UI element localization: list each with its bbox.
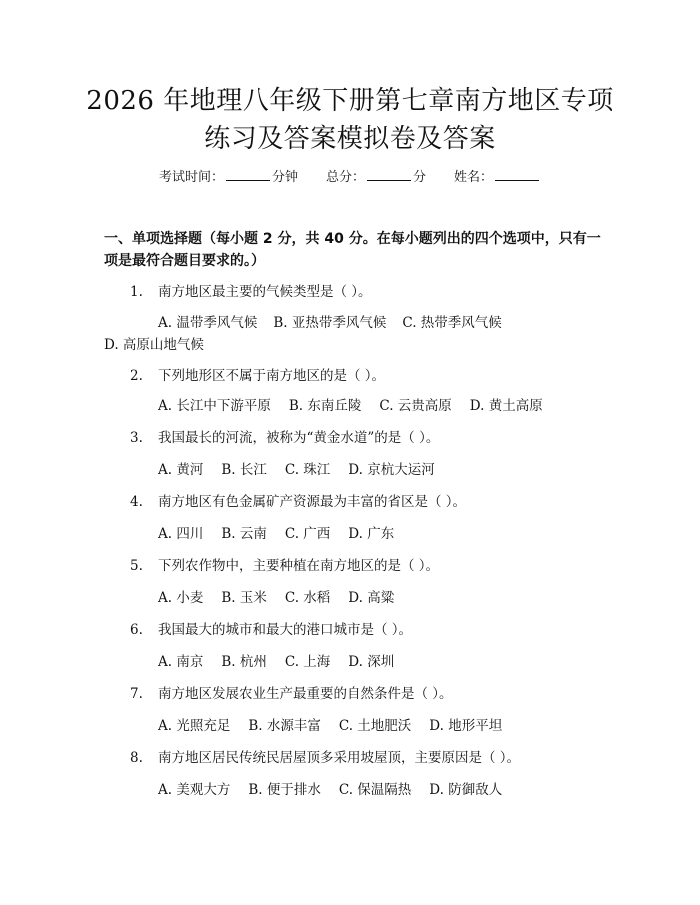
exam-time-label: 考试时间： — [158, 170, 224, 185]
option-c: C. 土地肥沃 — [338, 718, 412, 734]
option-c: C. 热带季风气候 — [402, 315, 502, 331]
option-c: C. 上海 — [284, 654, 331, 670]
option-a: A. 光照充足 — [158, 718, 231, 734]
total-score-blank — [367, 168, 411, 181]
option-d: D. 深圳 — [348, 654, 395, 670]
total-score-unit: 分 — [413, 170, 427, 185]
option-d: D. 广东 — [348, 526, 395, 542]
option-c: C. 水稻 — [284, 590, 331, 606]
question-2-options — [158, 396, 561, 416]
question-5-options — [158, 588, 412, 608]
option-b: B. 长江 — [221, 462, 267, 478]
question-number: 7. — [130, 686, 143, 702]
option-d: D. 高原山地气候 — [104, 337, 204, 353]
question-text: 下列地形区不属于南方地区的是（ ）。 — [158, 368, 386, 384]
question-5 — [130, 556, 439, 576]
option-d: D. 防御敌人 — [429, 782, 503, 798]
option-a: A. 温带季风气候 — [158, 315, 258, 331]
option-c: C. 珠江 — [284, 462, 331, 478]
question-1-options — [104, 312, 594, 356]
option-d: D. 黄土高原 — [469, 398, 543, 414]
question-1 — [130, 282, 372, 302]
question-text: 我国最长的河流，被称为“黄金水道”的是（ ）。 — [158, 430, 440, 446]
question-6 — [130, 620, 412, 640]
option-a: A. 黄河 — [158, 462, 204, 478]
question-number: 3. — [130, 430, 143, 446]
option-c: C. 保温隔热 — [338, 782, 412, 798]
document-title-line2: 练习及答案模拟卷及答案 — [204, 124, 496, 154]
option-b: B. 水源丰富 — [248, 718, 321, 734]
student-name-blank — [495, 168, 539, 181]
total-score-label: 总分： — [325, 170, 365, 185]
option-d: D. 高粱 — [348, 590, 395, 606]
question-6-options — [158, 652, 412, 672]
exam-time-unit: 分钟 — [271, 170, 298, 185]
question-number: 5. — [130, 558, 143, 574]
question-3-options — [158, 460, 453, 480]
question-7-options — [158, 716, 520, 736]
option-a: A. 长江中下游平原 — [158, 398, 271, 414]
option-b: B. 东南丘陵 — [288, 398, 362, 414]
question-8 — [130, 748, 520, 768]
option-b: B. 亚热带季风气候 — [273, 315, 387, 331]
option-d: D. 地形平坦 — [429, 718, 503, 734]
question-text: 下列农作物中，主要种植在南方地区的是（ ）。 — [158, 558, 440, 574]
question-text: 南方地区居民传统民居屋顶多采用坡屋顶，主要原因是（ ）。 — [158, 750, 521, 766]
option-b: B. 便于排水 — [248, 782, 321, 798]
option-b: B. 玉米 — [221, 590, 267, 606]
question-text: 南方地区最主要的气候类型是（ ）。 — [158, 284, 372, 300]
question-text: 南方地区有色金属矿产资源最为丰富的省区是（ ）。 — [158, 494, 467, 510]
question-3 — [130, 428, 439, 448]
option-a: A. 美观大方 — [158, 782, 231, 798]
question-number: 4. — [130, 494, 143, 510]
question-text: 南方地区发展农业生产最重要的自然条件是（ ）。 — [158, 686, 453, 702]
option-c: C. 广西 — [284, 526, 331, 542]
document-title-line1: 2026 年地理八年级下册第七章南方地区专项 — [86, 86, 614, 116]
option-c: C. 云贵高原 — [379, 398, 452, 414]
option-b: B. 杭州 — [221, 654, 267, 670]
option-b: B. 云南 — [221, 526, 267, 542]
question-7 — [130, 684, 453, 704]
option-a: A. 四川 — [158, 526, 204, 542]
question-8-options — [158, 780, 520, 800]
exam-info-line — [0, 168, 700, 187]
question-4-options — [158, 524, 412, 544]
question-number: 1. — [130, 284, 143, 300]
student-name-label: 姓名： — [454, 170, 494, 185]
question-4 — [130, 492, 466, 512]
option-a: A. 南京 — [158, 654, 204, 670]
question-text: 我国最大的城市和最大的港口城市是（ ）。 — [158, 622, 413, 638]
question-number: 6. — [130, 622, 143, 638]
section-heading-multiple-choice: 一、单项选择题（每小题 2 分，共 40 分。在每小题列出的四个选项中，只有一项是最符合题目要求的。） — [104, 231, 601, 269]
exam-time-blank — [226, 168, 270, 181]
question-number: 2. — [130, 368, 143, 384]
option-d: D. 京杭大运河 — [348, 462, 435, 478]
option-a: A. 小麦 — [158, 590, 204, 606]
question-number: 8. — [130, 750, 143, 766]
question-2 — [130, 366, 385, 386]
